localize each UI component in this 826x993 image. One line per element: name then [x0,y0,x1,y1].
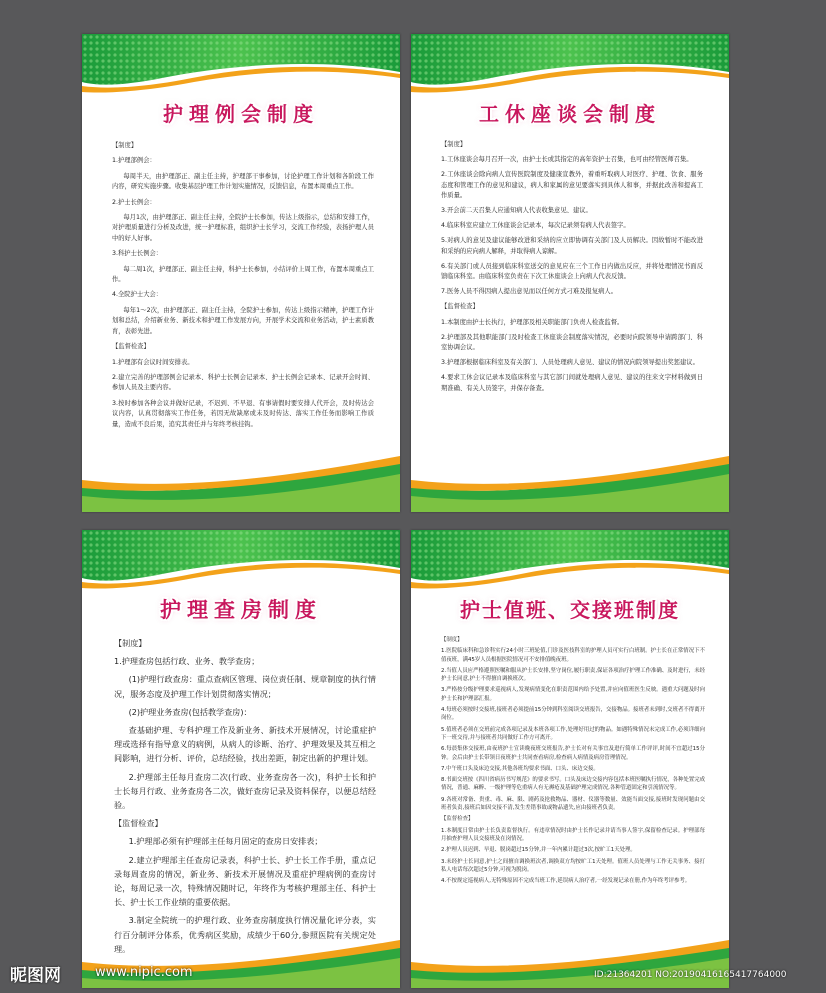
header-wave-decoration [82,530,400,590]
paragraph: 查基础护理、专科护理工作及新业务、新技术开展情况，讨论重症护理或选择有指导意义的病例，从病人的诊断、治疗、护理效果及其互相之间影响，进行分析、评价，总结经验，找出差距，制定出新的护理计划。 [114,725,376,764]
watermark-id: ID:21364201 NO:20190416165417764000 [594,970,787,980]
board-shift-handover [411,530,729,988]
paragraph: 3.制定全院统一的护理行政、业务查房制度执行情况量化评分表，实行百分制评分体系，优秀病区奖励，成绩少于60分,参照医院有关规定处理。 [114,915,376,954]
paragraph: 6.有关部门或人员接到临床科室送交的意见应在三个工作日内做出反应，并将处理情况书面反馈临床科室。由临床科室负责在下次工休座谈会上向病人代表反馈。 [441,262,703,281]
paragraph: 3.护理部根据临床科室及有关部门、人员处理病人意见、建议的情况向院领导提出奖惩建议。 [441,359,699,367]
board-title: 工休座谈会制度 [479,102,661,126]
board-nursing-meeting [82,34,400,512]
section-heading: 【监督检查】 [112,343,150,351]
board-title: 护士值班、交接班制度 [460,598,680,622]
section-heading: 【监督检查】 [114,818,163,829]
paragraph: 2.建立完善的护理部例会记录本、科护士长例会记录本、护士长例会记录本、记录开会时间、参加人员及主要内容。 [112,373,374,392]
board-content [441,140,703,399]
footer-wave-decoration [411,456,729,512]
paragraph: 9.各班对常备、贵重、毒、麻、限、剧药及抢救物品、器材、仪器等数量、效能当面交接,接班时发现问题由交班者负责,接班后如因交接不清,发生差错事故或物品遗失,应由接班者负责。 [441,796,705,812]
header-wave-decoration [411,530,729,590]
paragraph: 1.护理查房包括行政、业务、教学查房； [114,656,260,667]
paragraph: 3.科护士长例会： [112,250,163,258]
paragraph: 每月1次，由护理部正、副主任主持，全院护士长参加，传达上级指示，总结和安排工作，对护理质量进行分析及改进，统一护理标准，组织护士长学习，交流工作经验，表扬护理人员中的好人好事。 [112,214,374,242]
board-title: 护理查房制度 [160,598,322,622]
paragraph: 每二周1次，护理部正、副主任主持，科护士长参加，小结评价上周工作，布置本周重点工作。 [112,265,374,284]
footer-wave-decoration [82,456,400,512]
paragraph: 6.每晨集体交接班,由夜班护士宣读晚夜班交班报告,护士长对有关事宜及进行简单工作评评,时间不宜超过15分钟。会后由护士长带领日夜班护士共同查看病房,检查病人病情及病房管理情况。 [441,746,705,761]
paragraph: 3.未经护士长同意,护士之间擅自调换班次者,调换双方均按旷工1天处理。值班人员处理与工作无关事务、接打私人电话每次超过5分钟,可视为脱岗。 [441,858,705,873]
paragraph: 2.当值人员应严格遵照医嘱和服从护士长安排,坚守岗位,履行职责,保证各项治疗护理工作准确、及时进行，未经护士长同意,护士不得擅自调换班次。 [441,667,705,683]
paragraph: 每周半天，由护理部正、副主任主持，护理部干事参加，讨论护理工作计划和各阶段工作内容，研究实施步骤。收集基层护理工作计划实施情况，反馈信息，布置本周重点工作。 [112,172,374,191]
paragraph: 5.值班者必须在交班前完成各项记录及本班各项工作,处理好用过的物品。如遇特殊情况未完成工作,必须详细向下一班交待,并与接班者共同做好工作方可离开。 [441,726,705,741]
paragraph: 3.严格按分级护理要求巡视病人,发现病情变化在职责范围内给予处置,并应向值班医生反映。遇重大问题及时向护士长和护理部汇报。 [441,687,705,702]
paragraph: 1.本制度由护士长执行，护理部及相关职能部门负责人检查监督。 [441,318,624,326]
section-heading: 【制度】 [441,637,463,643]
paragraph: 2.护理部主任每月查房二次(行政、业务查房各一次)，科护士长和护士长每月行政、业务查房各二次，做好查房记录及资料保存，以便总结经验。 [114,771,376,811]
board-nursing-rounds [82,530,400,988]
paragraph: 4.临床科室应建立工休座谈会记录本，每次记录须有病人代表签字。 [441,222,630,230]
header-wave-decoration [411,34,729,94]
paragraph: 1.护理部例会： [112,157,156,165]
paragraph: 1.医院临床科和急诊科实行24小时三班轮值,门诊及医技科室的护理人员可实行白班制。护士长在正常情况下不值夜班，满45岁人员根据医院情况可不安排值晚夜班。 [441,648,705,663]
paragraph: 3.开会前二天召集人应通知病人代表收集意见、建议。 [441,207,592,215]
paragraph: 4.全院护士大会： [112,291,163,299]
paragraph: 8.书面交班按《四川省病历书写规范》的要求书写。口头及床边交接内容包括本班医嘱执行情况，各种处置完成情况，普通、麻醉、一级护理等危重病人有无褥疮及基础护理完成情况,各种管道固定和引流情况等。 [441,777,705,792]
paragraph: 4.每班必须按时交接班,接班者必须提前15分钟到科室阅读交班报告，交接物品。接班者未到时,交班者不得离开岗位。 [441,707,705,722]
paragraph: 1.护理部有会议时间安排表。 [112,358,194,366]
section-heading: 【制度】 [112,142,138,149]
board-content [441,636,705,888]
watermark-url: www.nipic.com [95,965,193,980]
paragraph: 1.本制度日常由护士长负责监督执行。有违章情况时由护士长作记录并请当事人签字,保留检查记录。护理部每月抽查护理人员交接班及在岗情况。 [441,827,705,842]
paragraph: 2.护理人员迟到、早退、脱岗超过15分钟,并一年内累计超过3次,按旷工1天处理。 [441,847,636,854]
board-patient-forum [411,34,729,512]
paragraph: 4.不按规定巡视病人,无特殊原因不完成当班工作,延误病人治疗者,一经发现记录在册,作为年终考评参考。 [441,878,691,885]
paragraph: 2.护士长例会： [112,198,156,206]
board-title: 护理例会制度 [163,102,319,126]
paragraph: 7.医务人员不得因病人提出意见而以任何方式刁难及报复病人。 [441,288,618,296]
board-content [112,141,374,435]
paragraph: 1.护理部必须有护理部主任每月固定的查房日安排表； [128,836,323,847]
paragraph: 7.中午班口头及床边交接,其他各班均要求书面、口头、床边交接。 [441,765,599,772]
paragraph: 2.工休座谈会除向病人宣传医院制度及健康宣教外，着重听取病人对医疗、护理、饮食、服务态度和管理工作的意见和建议，病人和家属的意见要落实到具体人和事，并据此改善和提高工作质量。 [441,171,703,199]
paragraph: (1)护理行政查房：重点查病区管理、岗位责任制、规章制度的执行情况，服务态度及护理工作计划贯彻落实情况； [114,674,376,699]
board-content [114,636,376,960]
paragraph: 2.护理部及其他职能部门及时检查工休座谈会制度落实情况，必要时向院领导申请跨部门、科室协调会议。 [441,333,703,352]
watermark-logo: 昵图网 [10,966,61,986]
section-heading: 【监督检查】 [441,816,474,823]
paragraph: (2)护理业务查房(包括教学查房)： [128,706,252,717]
section-heading: 【监督检查】 [441,303,479,311]
section-heading: 【制度】 [441,141,467,148]
paragraph: 2.建立护理部主任查房记录表，科护士长、护士长工作手册，重点记录每周查房的情况，新业务、新技术开展情况及重症护理病例的查房讨论，每周记录一次，特殊情况随时记，年终作为考核护理部主任、科护士长、护士长工作业绩的重要依据。 [114,854,376,908]
section-heading: 【制度】 [114,638,147,648]
paragraph: 每年1～2次，由护理部正、副主任主持，全院护士参加，传达上级指示精神，护理工作计划和总结，介绍新业务、新技术和护理工作发展方向，开展学术交流和业务活动，护士素质教育，表彰先进。 [112,306,374,335]
paragraph: 3.按时参加各种会议并做好记录，不迟到、不早退、有事请假时要安排人代开会，及时传达会议内容，认真贯彻落实工作任务，若因无故缺席或未及时传达、落实工作任务而影响工作质量，造成不良后果，追究其责任并与年终考核挂钩。 [112,399,374,428]
header-wave-decoration [82,34,400,94]
paragraph: 4.要求工休会议记录本及临床科室与其它部门间就处理病人意见、建议的往来文字材料做到日期准确、有关人员签字，并保存备查。 [441,374,703,392]
paragraph: 5.对病人的意见及建议能够改进和采纳的应立即协调有关部门及人员解决。因故暂时不能改进和采纳的应向病人解释，并取得病人谅解。 [441,237,703,255]
paragraph: 1.工休座谈会每月召开一次，由护士长或其指定的高年资护士召集，也可由经管医师召集。 [441,156,693,164]
